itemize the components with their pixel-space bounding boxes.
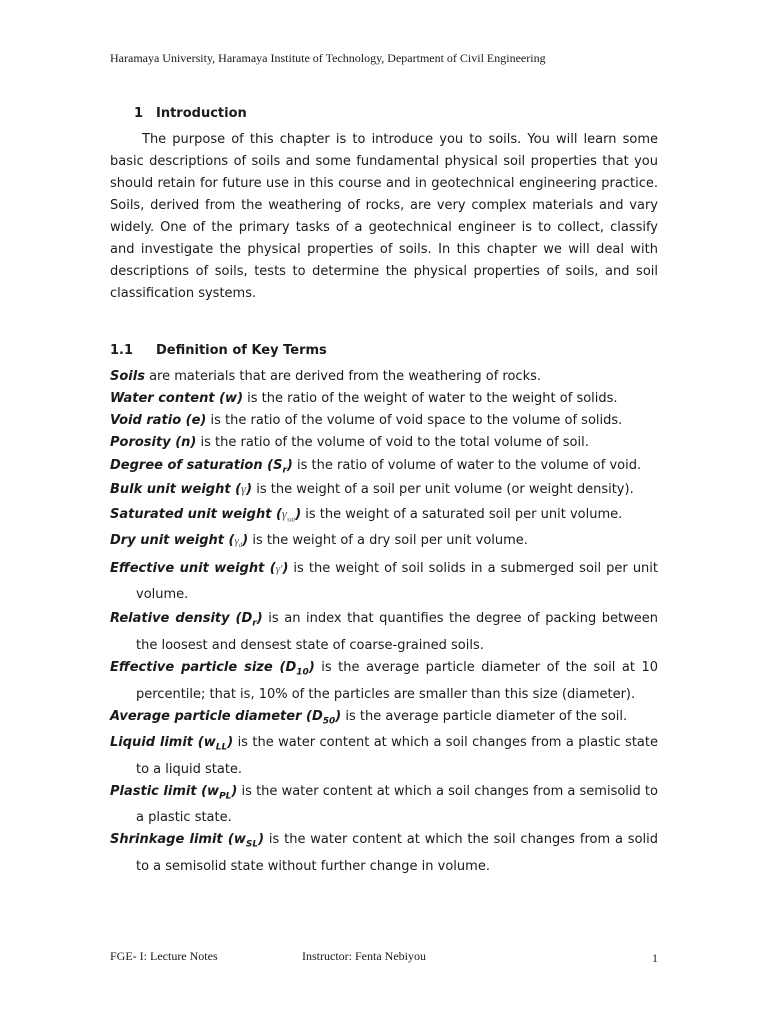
term-label [110,611,263,629]
term-definition: is the water content at which a soil changes from a plastic state to a liquid state. [136,735,658,777]
page-number: 1 [652,951,658,965]
term-effective-particle-size [110,657,658,706]
term-label-tail: ) [308,659,315,675]
term-porosity [110,432,658,454]
term-relative-density [110,608,658,657]
term-definition: is the ratio of the volume of void space to the volume of solids. [206,413,623,428]
term-label [110,458,293,476]
term-label-text: Liquid limit (w [110,735,216,751]
term-degree-of-saturation [110,457,658,480]
term-label-text: Effective particle size (D [110,659,297,675]
key-terms-list [110,366,658,878]
term-saturated-unit-weight [110,503,658,531]
term-label-tail: ) [227,735,234,751]
term-effective-unit-weight [110,556,658,607]
term-subscript: r [282,465,287,476]
term-definition: is the average particle diameter of the soil. [341,708,628,724]
term-shrinkage-limit [110,829,658,878]
term-label-text: Effective unit weight ( [110,561,276,577]
gamma-subscript: d [238,541,243,550]
term-label-tail: ) [246,481,253,497]
term-label: Soils [110,369,145,384]
term-definition: is the weight of soil solids in a submerged soil per unit volume. [136,561,659,603]
introduction-paragraph: The purpose of this chapter is to introduce you to soils. You will learn some basic descriptions of soils and some fundamental physical soil properties that you should retain for future use in this course and in geotechnical engineering practice. Soils, derived from the weathering of rocks, are very complex materials and vary widely. One of the primary tasks of a geotechnical engineer is to collect, classify and investigate the physical properties of soils. In this chapter we will deal with descriptions of soils, tests to determine the physical properties of soils, and soil classification systems. [110,132,658,301]
term-subscript: 50 [322,716,336,727]
term-water-content [110,388,658,410]
term-label-text: Shrinkage limit (w [110,832,246,848]
term-label-tail: ) [286,458,293,473]
term-subscript: LL [215,742,228,753]
term-definition: are materials that are derived from the weathering of rocks. [144,369,541,384]
gamma-sat-symbol [281,505,296,524]
gamma-prime-symbol: γ′ [275,563,283,576]
term-label-text: Degree of saturation (S [110,458,283,473]
term-plastic-limit [110,781,658,830]
term-definition: is the ratio of the volume of void to the total volume of soil. [196,435,589,450]
section-title: Introduction [156,106,247,121]
gamma-glyph: γ [281,505,288,521]
term-label-tail: ) [335,708,342,724]
term-definition: is the weight of a dry soil per unit volume. [248,533,528,549]
term-label [110,832,265,850]
section-heading-introduction [134,106,247,121]
term-label-tail: ) [295,506,302,522]
gamma-glyph: γ [234,535,239,548]
term-subscript: r [252,618,257,629]
section-number: 1 [134,106,144,121]
page-header: Haramaya University, Haramaya Institute of Technology, Department of Civil Engineering [110,51,546,65]
term-subscript: 10 [296,667,309,678]
term-label-text: Average particle diameter (D [110,708,323,724]
term-label: Void ratio (e) [110,413,207,428]
term-definition: is the water content at which the soil changes from a solid to a semisolid state without further change in volume. [136,832,659,874]
term-label [110,561,288,576]
term-liquid-limit [110,732,658,781]
term-subscript: SL [245,839,259,850]
term-label-tail: ) [242,533,249,549]
term-label-tail: ) [231,783,238,799]
gamma-subscript: sat [287,515,296,524]
term-dry-unit-weight [110,530,658,556]
term-label [110,482,252,497]
term-definition: is the weight of a soil per unit volume (or weight density). [252,481,634,497]
term-label [110,507,301,522]
term-label-text: Saturated unit weight ( [110,506,282,522]
term-label: Porosity (n) [110,435,197,450]
term-soils [110,366,658,388]
term-label-text: Plastic limit (w [110,783,220,799]
term-label-text: Relative density (D [110,611,253,627]
term-label-tail: ) [256,611,263,627]
footer-instructor: Instructor: Fenta Nebiyou [302,949,426,963]
term-label-tail: ) [282,561,289,577]
subsection-title: Definition of Key Terms [156,343,327,358]
term-label-text: Dry unit weight ( [110,533,235,549]
term-definition: is the ratio of the weight of water to the weight of solids. [243,391,618,406]
term-definition: is the water content at which a soil changes from a semisolid to a plastic state. [136,783,658,826]
term-definition: is the weight of a saturated soil per unit volume. [301,506,623,522]
term-label: Water content (w) [110,391,244,406]
term-label-text: Bulk unit weight ( [110,481,242,497]
term-label [110,708,342,727]
term-label [110,783,238,802]
term-label [110,735,234,753]
page-footer [110,949,658,965]
term-average-particle-diameter [110,706,658,733]
subsection-number: 1.1 [110,343,134,358]
gamma-symbol: γ [241,480,247,496]
term-subscript: PL [219,791,232,802]
term-label [110,659,315,678]
section-heading-key-terms [110,343,327,358]
term-bulk-unit-weight [110,480,658,499]
footer-course: FGE- I: Lecture Notes [110,949,218,963]
term-definition: is the ratio of volume of water to the volume of void. [292,458,642,473]
term-label [110,533,248,548]
term-definition: is an index that quantifies the degree of packing between the loosest and densest state of coarse-grained soils. [136,611,658,653]
term-label-tail: ) [258,832,265,848]
term-definition: is the average particle diameter of the soil at 10 percentile; that is, 10% of the particles are smaller than this size (diameter). [136,659,658,702]
term-void-ratio [110,410,658,432]
